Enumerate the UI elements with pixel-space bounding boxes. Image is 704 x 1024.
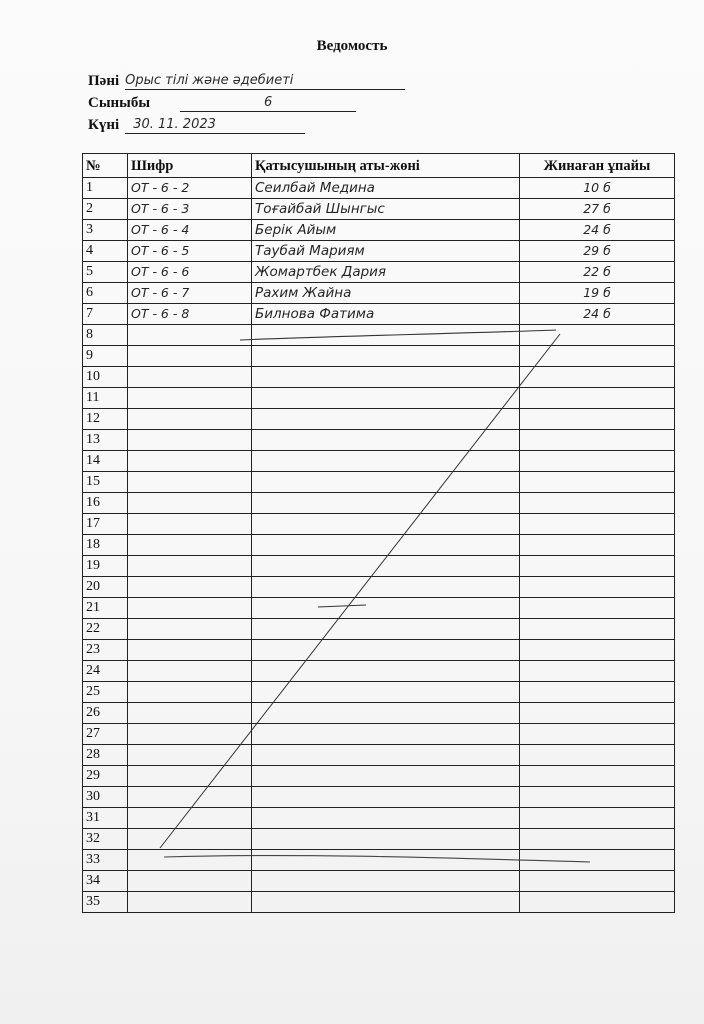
date-value: 30. 11. 2023	[125, 116, 305, 134]
table-row	[83, 766, 675, 787]
row-score	[520, 850, 675, 871]
row-score	[520, 598, 675, 619]
row-score	[520, 346, 675, 367]
table-row	[83, 283, 675, 304]
row-score	[520, 514, 675, 535]
row-number: 5	[83, 262, 128, 283]
table-row	[83, 199, 675, 220]
row-number: 33	[83, 850, 128, 871]
row-code	[128, 892, 252, 913]
row-name	[252, 598, 520, 619]
table-row	[83, 514, 675, 535]
table-row	[83, 829, 675, 850]
header-code: Шифр	[128, 154, 252, 178]
document-title: Ведомость	[316, 38, 388, 54]
row-code	[128, 367, 252, 388]
row-name	[252, 388, 520, 409]
row-name	[252, 493, 520, 514]
row-code	[128, 619, 252, 640]
row-score	[520, 388, 675, 409]
row-name	[252, 724, 520, 745]
table-row	[83, 787, 675, 808]
row-number: 2	[83, 199, 128, 220]
row-number: 32	[83, 829, 128, 850]
table-row	[83, 220, 675, 241]
class-row	[88, 94, 356, 112]
row-name	[252, 787, 520, 808]
table-row	[83, 682, 675, 703]
row-name	[252, 871, 520, 892]
row-number: 7	[83, 304, 128, 325]
row-name: Жомартбек Дария	[252, 262, 520, 283]
row-name: Тоғайбай Шынгыс	[252, 199, 520, 220]
row-name	[252, 703, 520, 724]
results-table	[82, 153, 675, 913]
table-row	[83, 451, 675, 472]
row-name: Сеилбай Медина	[252, 178, 520, 199]
row-number: 31	[83, 808, 128, 829]
row-code	[128, 451, 252, 472]
row-name	[252, 829, 520, 850]
row-number: 19	[83, 556, 128, 577]
row-name	[252, 745, 520, 766]
row-score	[520, 451, 675, 472]
row-score	[520, 367, 675, 388]
row-number: 16	[83, 493, 128, 514]
table-row	[83, 598, 675, 619]
row-score	[520, 556, 675, 577]
row-code	[128, 703, 252, 724]
row-name	[252, 682, 520, 703]
row-name	[252, 367, 520, 388]
row-name	[252, 430, 520, 451]
row-name	[252, 451, 520, 472]
row-score	[520, 724, 675, 745]
row-name	[252, 409, 520, 430]
row-score	[520, 829, 675, 850]
table-row	[83, 304, 675, 325]
row-name	[252, 472, 520, 493]
table-row	[83, 640, 675, 661]
row-score	[520, 892, 675, 913]
row-name	[252, 346, 520, 367]
row-number: 10	[83, 367, 128, 388]
row-code	[128, 640, 252, 661]
table-row	[83, 409, 675, 430]
row-name	[252, 535, 520, 556]
row-code: ОТ - 6 - 8	[128, 304, 252, 325]
row-code	[128, 346, 252, 367]
row-number: 4	[83, 241, 128, 262]
row-code: ОТ - 6 - 6	[128, 262, 252, 283]
row-score	[520, 472, 675, 493]
row-number: 13	[83, 430, 128, 451]
row-number: 25	[83, 682, 128, 703]
row-code	[128, 409, 252, 430]
row-number: 12	[83, 409, 128, 430]
table-header-row	[83, 154, 675, 178]
table-row	[83, 346, 675, 367]
row-code	[128, 808, 252, 829]
row-score	[520, 619, 675, 640]
row-name	[252, 556, 520, 577]
row-score	[520, 535, 675, 556]
header-name: Қатысушының аты-жөні	[252, 154, 520, 178]
row-number: 30	[83, 787, 128, 808]
date-row	[88, 116, 305, 134]
table-row	[83, 472, 675, 493]
row-number: 24	[83, 661, 128, 682]
row-name	[252, 892, 520, 913]
row-code	[128, 871, 252, 892]
row-score	[520, 640, 675, 661]
row-name	[252, 850, 520, 871]
row-code	[128, 787, 252, 808]
row-name	[252, 577, 520, 598]
row-score: 10 б	[520, 178, 675, 199]
row-code	[128, 325, 252, 346]
row-number: 22	[83, 619, 128, 640]
row-score: 22 б	[520, 262, 675, 283]
row-name	[252, 661, 520, 682]
table-row	[83, 661, 675, 682]
row-number: 11	[83, 388, 128, 409]
table-row	[83, 892, 675, 913]
row-code	[128, 661, 252, 682]
table-row	[83, 577, 675, 598]
row-score	[520, 682, 675, 703]
row-code	[128, 577, 252, 598]
row-number: 8	[83, 325, 128, 346]
row-score	[520, 325, 675, 346]
subject-value: Орыс тілі және әдебиеті	[125, 72, 405, 90]
row-number: 26	[83, 703, 128, 724]
row-name	[252, 325, 520, 346]
row-number: 28	[83, 745, 128, 766]
row-code	[128, 766, 252, 787]
row-code	[128, 598, 252, 619]
row-code	[128, 829, 252, 850]
row-code	[128, 682, 252, 703]
header-number: №	[83, 154, 128, 178]
row-score: 24 б	[520, 220, 675, 241]
row-name: Берік Айым	[252, 220, 520, 241]
table-row	[83, 808, 675, 829]
row-name	[252, 514, 520, 535]
row-number: 21	[83, 598, 128, 619]
table-row	[83, 262, 675, 283]
row-code: ОТ - 6 - 4	[128, 220, 252, 241]
table-row	[83, 745, 675, 766]
table-row	[83, 388, 675, 409]
row-code	[128, 493, 252, 514]
row-score	[520, 493, 675, 514]
table-row	[83, 178, 675, 199]
row-code	[128, 472, 252, 493]
row-code	[128, 430, 252, 451]
row-score: 29 б	[520, 241, 675, 262]
row-number: 6	[83, 283, 128, 304]
row-number: 23	[83, 640, 128, 661]
row-score: 24 б	[520, 304, 675, 325]
row-score	[520, 577, 675, 598]
row-score: 19 б	[520, 283, 675, 304]
row-number: 20	[83, 577, 128, 598]
row-number: 1	[83, 178, 128, 199]
class-value: 6	[180, 94, 356, 112]
row-code: ОТ - 6 - 5	[128, 241, 252, 262]
row-name: Билнова Фатима	[252, 304, 520, 325]
table-row	[83, 325, 675, 346]
table-row	[83, 493, 675, 514]
row-code: ОТ - 6 - 7	[128, 283, 252, 304]
row-code	[128, 535, 252, 556]
table-row	[83, 724, 675, 745]
row-number: 17	[83, 514, 128, 535]
table-row	[83, 241, 675, 262]
row-code	[128, 724, 252, 745]
table-row	[83, 367, 675, 388]
header-score: Жинаған ұпайы	[520, 154, 675, 178]
row-score	[520, 409, 675, 430]
row-score	[520, 661, 675, 682]
row-score	[520, 745, 675, 766]
row-number: 14	[83, 451, 128, 472]
row-number: 3	[83, 220, 128, 241]
row-code	[128, 514, 252, 535]
row-name	[252, 766, 520, 787]
row-number: 29	[83, 766, 128, 787]
table-row	[83, 535, 675, 556]
class-label: Сыныбы	[88, 95, 151, 111]
row-code: ОТ - 6 - 2	[128, 178, 252, 199]
row-score	[520, 430, 675, 451]
row-name	[252, 808, 520, 829]
row-number: 15	[83, 472, 128, 493]
table-row	[83, 619, 675, 640]
row-code	[128, 850, 252, 871]
table-row	[83, 430, 675, 451]
table-row	[83, 850, 675, 871]
row-name	[252, 619, 520, 640]
row-code	[128, 745, 252, 766]
table-row	[83, 871, 675, 892]
table-row	[83, 556, 675, 577]
row-score	[520, 787, 675, 808]
row-number: 18	[83, 535, 128, 556]
row-number: 35	[83, 892, 128, 913]
table-row	[83, 703, 675, 724]
row-score	[520, 808, 675, 829]
row-code	[128, 388, 252, 409]
subject-label: Пәні	[88, 73, 120, 89]
row-code	[128, 556, 252, 577]
row-score	[520, 766, 675, 787]
row-code: ОТ - 6 - 3	[128, 199, 252, 220]
row-name	[252, 640, 520, 661]
row-number: 9	[83, 346, 128, 367]
row-score	[520, 871, 675, 892]
row-score	[520, 703, 675, 724]
subject-row	[88, 72, 405, 90]
date-label: Күні	[88, 117, 120, 133]
row-number: 34	[83, 871, 128, 892]
row-name: Таубай Мариям	[252, 241, 520, 262]
row-name: Рахим Жайна	[252, 283, 520, 304]
row-number: 27	[83, 724, 128, 745]
row-score: 27 б	[520, 199, 675, 220]
table-body	[83, 178, 675, 913]
